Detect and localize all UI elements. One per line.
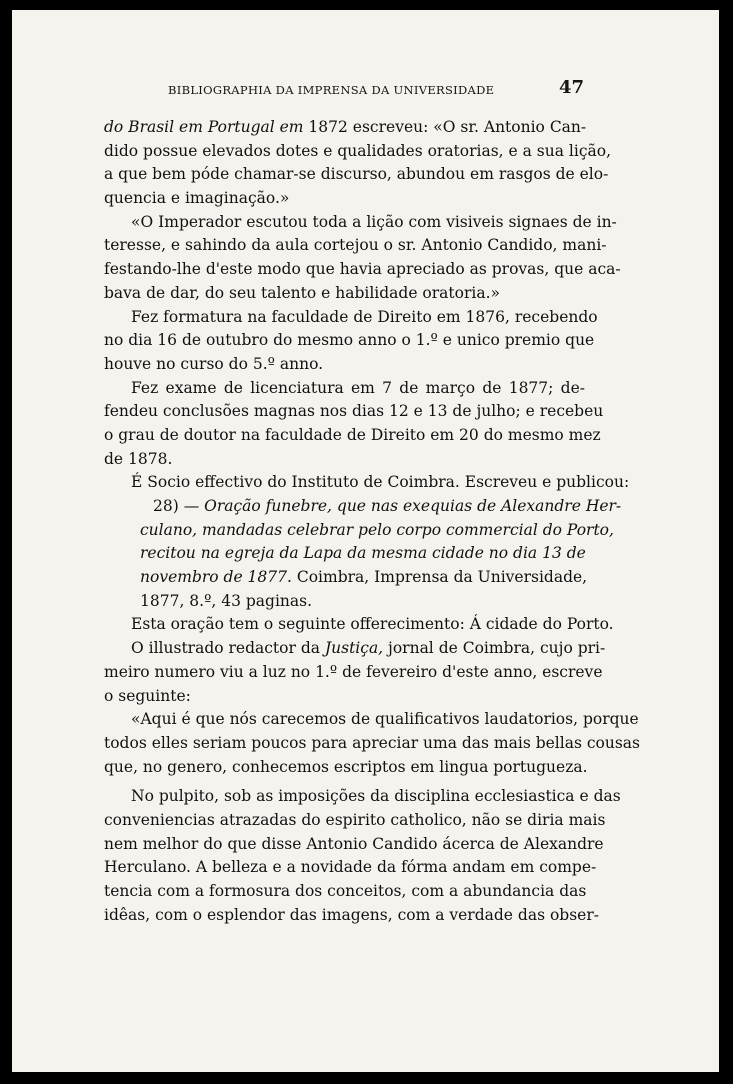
- line-text: tencia com a formosura dos conceitos, com a abundancia das: [104, 882, 587, 900]
- line-text: Herculano. A belleza e a novidade da fórma andam em compe-: [104, 858, 597, 877]
- line-text: O illustrado redactor da: [131, 639, 325, 658]
- text-line: [104, 471, 630, 495]
- text-line: [104, 732, 640, 756]
- italic-text: do Brasil em Portugal em: [104, 118, 304, 136]
- line-text: bava de dar, do seu talento e habilidade oratoria.»: [104, 283, 500, 302]
- line-text: No pulpito, sob as imposições da disciplina ecclesiastica e das: [131, 787, 621, 806]
- text-line: [104, 590, 585, 614]
- line-text: de 1878.: [104, 449, 173, 468]
- text-line: [104, 856, 597, 880]
- text-line: [104, 306, 598, 330]
- line-text: no dia 16 de outubro do mesmo anno o 1.º e unico premio que: [104, 331, 595, 350]
- line-text: Coimbra, Imprensa da Universidade,: [291, 568, 588, 587]
- text-line: [104, 880, 585, 904]
- text-line: [104, 116, 585, 140]
- text-line: [104, 708, 639, 732]
- text-line: [104, 353, 585, 377]
- text-line: [104, 400, 604, 424]
- line-text: quencia e imaginação.»: [104, 189, 290, 208]
- line-text: nem melhor do que disse Antonio Candido ácerca de Alexandre: [104, 834, 604, 853]
- line-text: teresse, e sahindo da aula cortejou o sr. Antonio Candido, mani-: [104, 236, 607, 255]
- text-line: [104, 756, 588, 780]
- body-text: [104, 116, 640, 927]
- text-line: [104, 661, 603, 685]
- line-text: 1872 escreveu: «O sr. Antonio Can-: [303, 118, 587, 136]
- running-title: BIBLIOGRAPHIA DA IMPRENSA DA UNIVERSIDADE: [168, 83, 495, 97]
- italic-text: Oração funebre, que nas exequias de Alexandre Her-: [204, 497, 622, 515]
- text-line: [104, 809, 606, 833]
- line-text: o seguinte:: [104, 686, 191, 705]
- book-page: [12, 10, 719, 1072]
- line-text: todos elles seriam poucos para apreciar uma das mais bellas cousas: [104, 733, 640, 752]
- text-line: [104, 566, 588, 590]
- italic-text: Justiça,: [324, 639, 384, 658]
- text-line: [104, 163, 609, 187]
- text-line: [104, 637, 606, 661]
- page-number: 47: [558, 77, 584, 98]
- line-text: 1877, 8.º, 43 paginas.: [140, 591, 313, 610]
- line-text: «O Imperador escutou toda a lição com visiveis signaes de in-: [131, 212, 617, 231]
- text-line: [104, 785, 621, 809]
- line-text: «Aqui é que nós carecemos de qualificativos laudatorios, porque: [131, 710, 639, 729]
- line-text: 28) —: [153, 497, 205, 515]
- line-text: festando-lhe d'este modo que havia apreciado as provas, que aca-: [104, 260, 621, 279]
- line-text: Fez formatura na faculdade de Direito em 1876, recebendo: [131, 307, 598, 326]
- text-line: [104, 685, 585, 709]
- text-line: [104, 904, 599, 928]
- line-text: a que bem póde chamar-se discurso, abundou em rasgos de elo-: [104, 165, 609, 184]
- text-line: [104, 140, 612, 164]
- italic-text: recitou na egreja da Lapa da mesma cidade no dia 13 de: [140, 544, 586, 563]
- text-line: [104, 424, 601, 448]
- text-line: [104, 258, 621, 282]
- text-line: [104, 211, 617, 235]
- text-line: [104, 613, 614, 637]
- line-text: dido possue elevados dotes e qualidades oratorias, e a sua lição,: [104, 141, 612, 160]
- line-text: fendeu conclusões magnas nos dias 12 e 13 de julho; e recebeu: [104, 402, 604, 421]
- line-text: Esta oração tem o seguinte offerecimento: Á cidade do Porto.: [131, 615, 614, 634]
- text-line: [104, 495, 622, 519]
- line-text: o grau de doutor na faculdade de Direito em 20 do mesmo mez: [104, 425, 601, 444]
- line-text: que, no genero, conhecemos escriptos em lingua portugueza.: [104, 757, 588, 776]
- text-line: [104, 519, 614, 543]
- text-line: [104, 329, 595, 353]
- text-line: [104, 542, 585, 566]
- line-text: houve no curso do 5.º anno.: [104, 354, 324, 373]
- line-text: É Socio effectivo do Instituto de Coimbra. Escreveu e publicou:: [131, 473, 630, 492]
- text-line: [104, 187, 585, 211]
- line-text: meiro numero viu a luz no 1.º de fevereiro d'este anno, escreve: [104, 662, 603, 681]
- text-line: [104, 448, 585, 472]
- text-line: [104, 833, 604, 857]
- page-header: [106, 79, 584, 101]
- text-line: [104, 282, 585, 306]
- italic-text: culano, mandadas celebrar pelo corpo commercial do Porto,: [140, 520, 614, 539]
- text-line: [104, 234, 607, 258]
- line-text: idêas, com o esplendor das imagens, com a verdade das obser-: [104, 905, 599, 924]
- italic-text: novembro de 1877.: [140, 568, 292, 587]
- line-text: jornal de Coimbra, cujo pri-: [383, 639, 606, 658]
- line-text: conveniencias atrazadas do espirito catholico, não se diria mais: [104, 810, 606, 829]
- line-text: Fez exame de licenciatura em 7 de março de 1877; de-: [131, 378, 585, 397]
- text-line: [104, 377, 585, 401]
